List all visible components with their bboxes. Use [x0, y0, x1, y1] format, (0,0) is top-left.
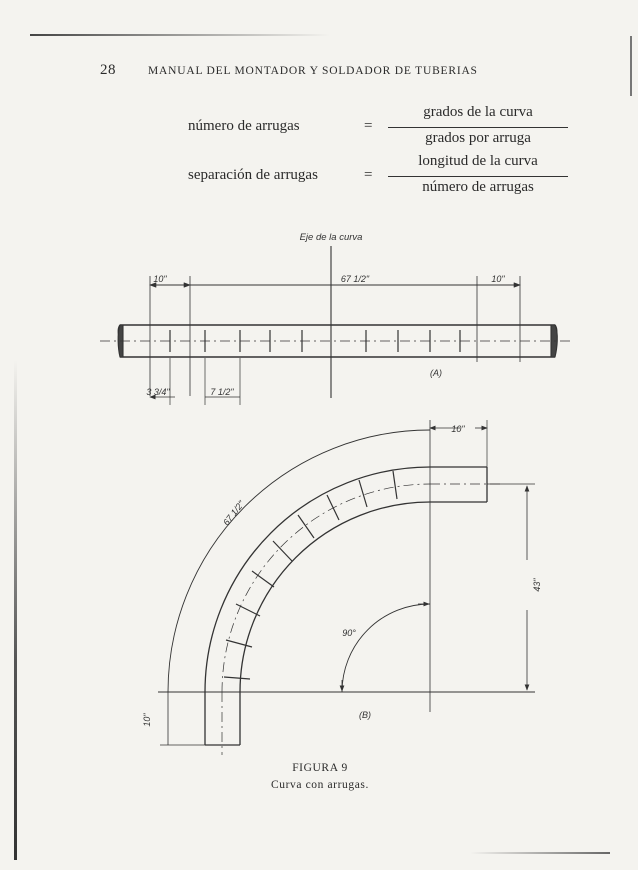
dimension-label-side: 43" [532, 578, 542, 592]
dimension-label-bottom: 10" [142, 713, 152, 727]
dimension-label-top: 10" [451, 424, 465, 434]
pipe-center-arc [222, 484, 430, 692]
angle-label: 90° [342, 628, 356, 638]
dimension-label-center: 67 1/2" [340, 274, 370, 284]
angle-arc [342, 604, 430, 692]
figure-b-tag: (B) [359, 710, 371, 720]
formula-equals: = [364, 167, 373, 183]
figure-a-straight-pipe [100, 246, 570, 405]
formula-denominator: grados por arruga [425, 130, 531, 146]
dimension-label-spacing: 7 1/2" [210, 387, 234, 397]
formula-numerator: longitud de la curva [418, 153, 538, 169]
page-number: 28 [100, 62, 116, 78]
formula-lhs: número de arrugas [188, 118, 300, 134]
formula-denominator: número de arrugas [422, 179, 534, 195]
dimension-label-arc: 67 1/2" [221, 498, 247, 528]
figure-b-bent-pipe [158, 420, 535, 755]
dimension-label-right: 10" [491, 274, 505, 284]
dimension-label-left: 10" [153, 274, 167, 284]
formula-lhs: separación de arrugas [188, 167, 318, 183]
figure-a-tag: (A) [430, 368, 442, 378]
dimension-label-end: 3 3/4" [146, 387, 170, 397]
formula-equals: = [364, 118, 373, 134]
pipe-inner-edge [240, 502, 430, 692]
running-title: MANUAL DEL MONTADOR Y SOLDADOR DE TUBERIAS [148, 65, 478, 77]
arc-dimension-line [168, 430, 430, 692]
formula-numerator: grados de la curva [423, 104, 533, 120]
figure-caption-title: FIGURA 9 [292, 762, 348, 774]
figure-caption-subtitle: Curva con arrugas. [271, 779, 369, 791]
bend-axis-label: Eje de la curva [299, 232, 363, 243]
